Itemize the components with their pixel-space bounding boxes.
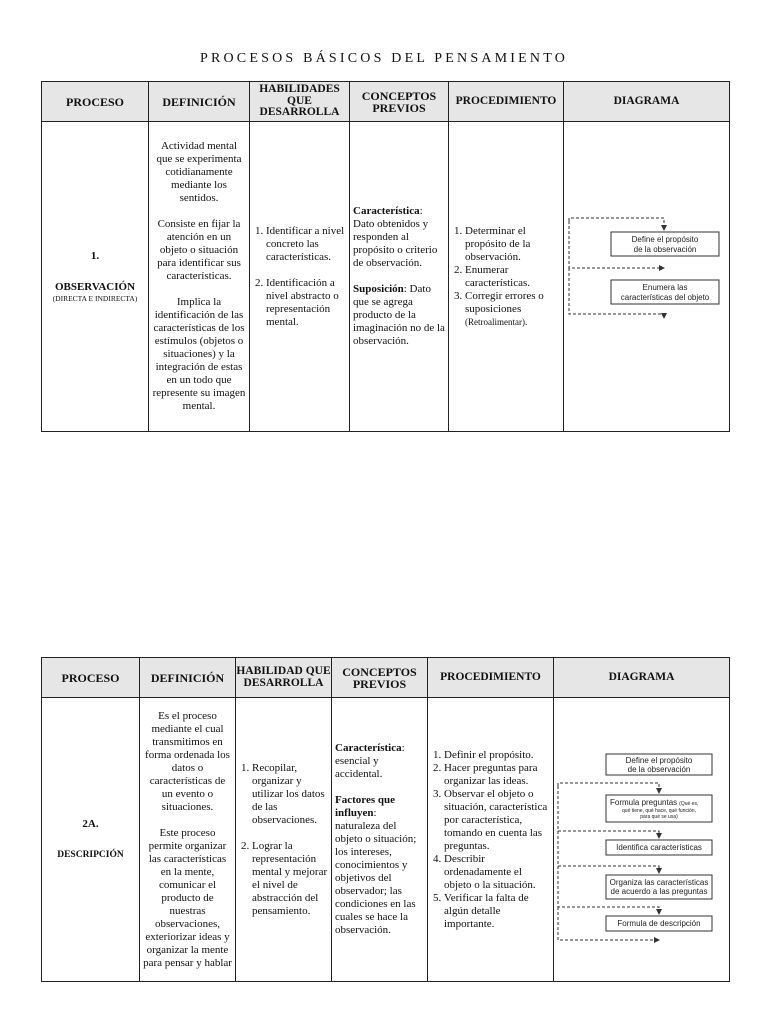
concepto-suposicion <box>353 283 445 348</box>
concepto-caracteristica <box>353 205 445 270</box>
concepto-label: Factores que influyen <box>335 794 395 819</box>
box-text-note: (Qué es, <box>679 801 699 807</box>
proceso-cell <box>42 698 140 982</box>
habilidad-item: 2. Identificación a nivel abstracto o representación mental. <box>266 277 346 329</box>
header-definicion: DEFINICIÓN <box>140 658 236 698</box>
box-text: Enumera las <box>642 283 688 292</box>
habilidad-item: 2. Lograr la representación mental y mejorar el nivel de abstracción del pensamiento. <box>252 840 328 918</box>
habilidad-item: 1. Identificar a nivel concreto las características. <box>266 225 346 264</box>
box-text-main: Formula preguntas <box>610 798 678 807</box>
observacion-diagram <box>564 122 730 431</box>
proceso-name: DESCRIPCIÓN <box>57 849 124 860</box>
definicion-paragraph: Actividad mental que se experimenta cotidianamente mediante los sentidos. <box>156 140 242 204</box>
diagrama-cell <box>554 698 730 982</box>
proceso-note: (DIRECTA E INDIRECTA) <box>52 294 138 303</box>
concepto-factores <box>335 794 424 937</box>
box-text: de acuerdo a las preguntas <box>610 887 708 896</box>
concepto-label: Suposición <box>353 283 404 295</box>
flow-arrow <box>569 218 664 230</box>
box-text: de la observación <box>633 245 697 254</box>
box-text: Formula de descripción <box>617 919 701 928</box>
page-title: PROCESOS BÁSICOS DEL PENSAMIENTO <box>199 51 569 66</box>
header-diagrama: DIAGRAMA <box>554 658 730 698</box>
procedimiento-item: 5. Verificar la falta de algún detalle importante. <box>444 892 550 931</box>
proceso-name: OBSERVACIÓN <box>54 281 136 293</box>
definicion-paragraph: Implica la identificación de las características de los estímulos (objetos o situaciones) y la integración de estas en un todo que represente su imagen mental. <box>152 296 246 412</box>
proceso-number: 2A. <box>82 817 99 830</box>
diagrama-cell <box>564 122 730 432</box>
descripcion-diagram <box>554 698 730 981</box>
observacion-table <box>41 81 730 432</box>
concepto-caracteristica <box>335 742 424 781</box>
concepto-text: : Dato obtenidos y responden al propósito o criterio de observación. <box>353 205 438 269</box>
retro-note: (Retroalimentar). <box>465 316 528 327</box>
box-text: Define el propósito <box>631 235 699 244</box>
header-definicion: DEFINICIÓN <box>149 82 250 122</box>
header-procedimiento: PROCEDIMIENTO <box>449 82 564 122</box>
box-text: para qué se usa) <box>640 814 678 820</box>
procedimiento-item <box>465 290 560 329</box>
header-procedimiento: PROCEDIMIENTO <box>428 658 554 698</box>
box-text: Identifica características <box>616 843 702 852</box>
definicion-cell <box>140 698 236 982</box>
header-conceptos: CONCEPTOS PREVIOS <box>350 82 449 122</box>
header-habilidades: HABILIDAD QUE DESARROLLA <box>236 658 332 698</box>
habilidades-cell <box>250 122 350 432</box>
procedimiento-item: 1. Determinar el propósito de la observación. <box>465 225 560 264</box>
concepto-label: Característica <box>335 742 402 754</box>
proceso-cell <box>42 122 149 432</box>
procedimiento-cell <box>428 698 554 982</box>
header-proceso: PROCESO <box>42 82 149 122</box>
concepto-text: : naturaleza del objeto o situación; los intereses, conocimientos y objetivos del observador; las condiciones en las cuales se hace la observación. <box>335 807 417 936</box>
habilidad-item: 1. Recopilar, organizar y utilizar los datos de las observaciones. <box>252 762 328 827</box>
box-text: características del objeto <box>620 293 710 302</box>
procedimiento-item: 3. Observar el objeto o situación, característica por característica, tomando en cuenta las preguntas. <box>444 788 550 853</box>
header-habilidades: HABILIDADES QUE DESARROLLA <box>250 82 350 122</box>
definicion-paragraph: Es el proceso mediante el cual transmitimos en forma ordenada los datos o características de un evento o situaciones. <box>145 709 230 813</box>
box-text: qué tiene, qué hace, qué función, <box>622 808 696 814</box>
box-text: Organiza las características <box>609 878 709 887</box>
conceptos-cell <box>350 122 449 432</box>
definicion-paragraph: Consiste en fijar la atención en un objeto o situación para identificar sus características. <box>157 218 241 282</box>
procedimiento-item: 2. Hacer preguntas para organizar las ideas. <box>444 762 550 788</box>
procedimiento-text: Corregir errores o suposiciones <box>465 289 544 315</box>
descripcion-table <box>41 657 730 982</box>
procedimiento-cell <box>449 122 564 432</box>
conceptos-cell <box>332 698 428 982</box>
flow-arrow <box>558 783 659 793</box>
procedimiento-item: 4. Describir ordenadamente el objeto o la situación. <box>444 853 550 892</box>
habilidades-cell <box>236 698 332 982</box>
concepto-label: Característica <box>353 205 420 217</box>
header-conceptos: CONCEPTOS PREVIOS <box>332 658 428 698</box>
procedimiento-item: 2. Enumerar características. <box>465 264 560 290</box>
proceso-number: 1. <box>90 250 100 262</box>
box-text: de la observación <box>627 765 691 774</box>
concepto-text: : Dato que se agrega producto de la imaginación no de la observación. <box>353 283 445 347</box>
header-proceso: PROCESO <box>42 658 140 698</box>
header-diagrama: DIAGRAMA <box>564 82 730 122</box>
definicion-paragraph: Este proceso permite organizar las características en la mente, comunicar el producto de nuestras observaciones, exteriorizar ideas y organizar la mente para pensar y hablar <box>143 826 232 969</box>
procedimiento-item: 1. Definir el propósito. <box>444 749 550 762</box>
concepto-text: : esencial y accidental. <box>335 742 405 780</box>
box-text: Define el propósito <box>625 756 693 765</box>
definicion-cell <box>149 122 250 432</box>
